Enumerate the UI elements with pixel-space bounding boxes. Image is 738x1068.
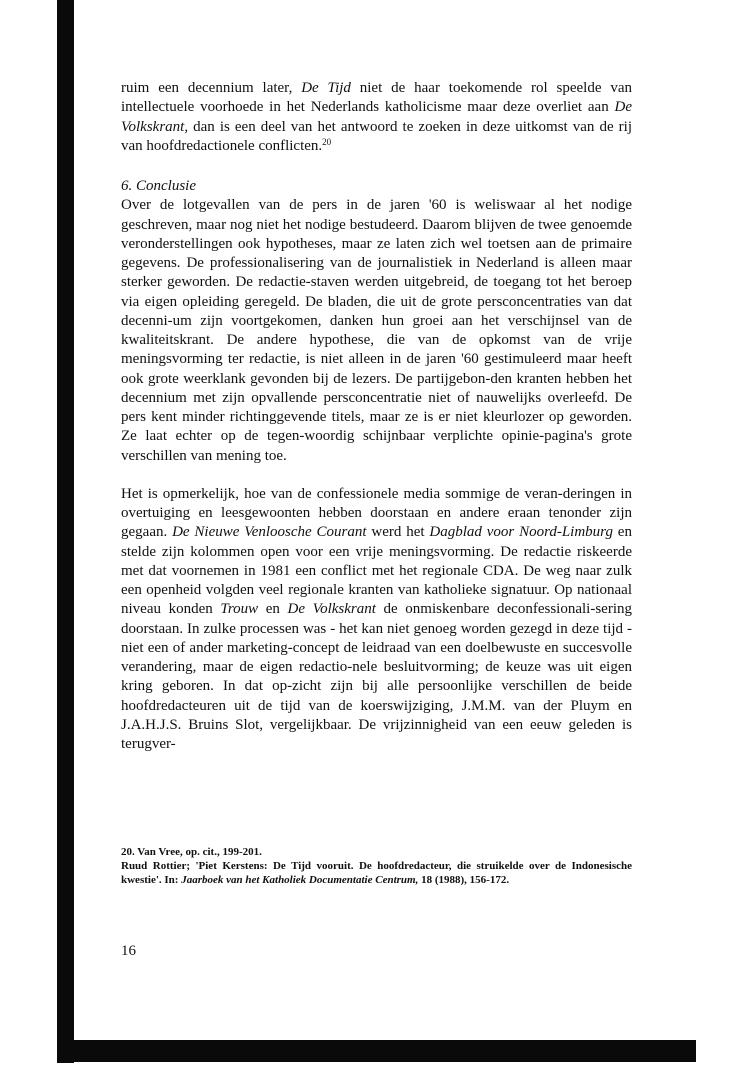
paragraph-conclusion: Over de lotgevallen van de pers in de jaren '60 is weliswaar al het nodige geschreven, maar nog niet het nodige bestudeerd. Daarom blijven de twee genoemde veronderstellingen ook hypotheses, maar ze laten zich wel toetsen aan de primaire gegevens. De professionalisering van de journalistiek in Nederland is alleen maar sterker geworden. De redactie-staven werden uitgebreid, de toegang tot het beroep via eigen opleiding geregeld. De bladen, die uit de grote persconcentraties van dat decenni-um zijn voortgekomen, danken hun groei aan het verschijnsel van de kwaliteitskrant. De andere hypothese, die van de opkomst van de vrije meningsvorming ter redactie, is niet alleen in de jaren '60 gestimuleerd maar heeft ook grote weerklank gevonden bij de lezers. De partijgebon-den kranten hebben het decennium met zijn opvallende persconcentratie niet of nauwelijks overleefd. De pers kent minder richtinggevende titels, maar ze is er niet kleurlozer op geworden. Ze laat echter op de tegen-woordig schijnbaar verplichte opinie-pagina's grote verschillen van mening toe. (121, 197, 632, 464)
title-nieuwe-venloosche-courant: De Nieuwe Venloosche Courant (172, 524, 367, 541)
paragraph-gap (121, 466, 632, 485)
section-heading: 6. Conclusie (121, 178, 196, 194)
paragraph-intro-text-2: niet de haar toekomende rol speelde van intellectuele voorhoede in het Nederlands katholicisme maar deze overliet aan (121, 80, 632, 116)
paragraph-3-text-3: en stelde zijn kolommen open voor een vrije meningsvorming. De redactie riskeerde met dat voornemen in 1981 een conflict met het regionale CDA. De weg naar zulk een openheid volgden veel regionale kranten van katholieke signatuur. Op nationaal niveau konden (121, 524, 632, 618)
paragraph-3-text-4: en (258, 601, 288, 618)
footnote-20: 20. Van Vree, op. cit., 199-201. (121, 846, 262, 858)
footnote-reference: 20 (322, 136, 332, 147)
footnote-rottier-end: 18 (1988), 156-172. (418, 874, 510, 886)
paragraph-3-text-1: Het is opmerkelijk, hoe van de confessionele media sommige de veran-deringen in overtuiging en leesgewoonten hebben doorstaan en andere eraan tenonder zijn gegaan. (121, 485, 632, 541)
title-de-volkskrant: De Volkskrant (121, 99, 632, 135)
footnote-rottier (121, 859, 632, 887)
title-de-volkskrant-2: De Volkskrant (287, 601, 376, 618)
scan-border-bottom (57, 1040, 696, 1062)
page-number: 16 (121, 943, 136, 959)
footnotes (121, 845, 632, 887)
paragraph-intro-text-3: , dan is een deel van het antwoord te zoeken in deze uitkomst van de rij van hoofdredactionele conflicten. (121, 118, 632, 154)
footnote-rottier-text: Ruud Rottier; 'Piet Kerstens: De Tijd vooruit. De hoofdredacteur, die struikelde over de Indonesische kwestie'. In: (121, 860, 632, 886)
paragraph-confessional-media (121, 485, 632, 755)
footnote-rottier-source: Jaarboek van het Katholiek Documentatie Centrum, (181, 874, 419, 886)
title-dagblad-noord-limburg: Dagblad voor Noord-Limburg (429, 524, 613, 541)
paragraph-3-text-2: werd het (366, 524, 430, 541)
title-de-tijd: De Tijd (301, 80, 351, 96)
page-body (121, 79, 632, 754)
paragraph-intro-text-1: ruim een decennium later, (121, 80, 302, 96)
title-trouw: Trouw (220, 601, 259, 618)
paragraph-3-text-5: de onmiskenbare deconfessionali-sering doorstaan. In zulke processen was - het kan niet genoeg worden gezegd in deze tijd - niet een of ander marketing-concept de leidraad van een doelbewuste en succesvolle verandering, maar de eigen redactio-nele besluitvorming; de keuze was uit eigen kring geboren. In dat op-zicht zijn bij alle persoonlijke verschillen de beide hoofdredacteuren uit de tijd van de koerswijziging, J.M.M. van der Pluym en J.A.H.J.S. Bruins Slot, vergelijkbaar. De vrijzinnigheid van een eeuw geleden is terugver- (121, 601, 632, 752)
scan-border-left (57, 0, 74, 1063)
paragraph-intro (121, 79, 632, 177)
